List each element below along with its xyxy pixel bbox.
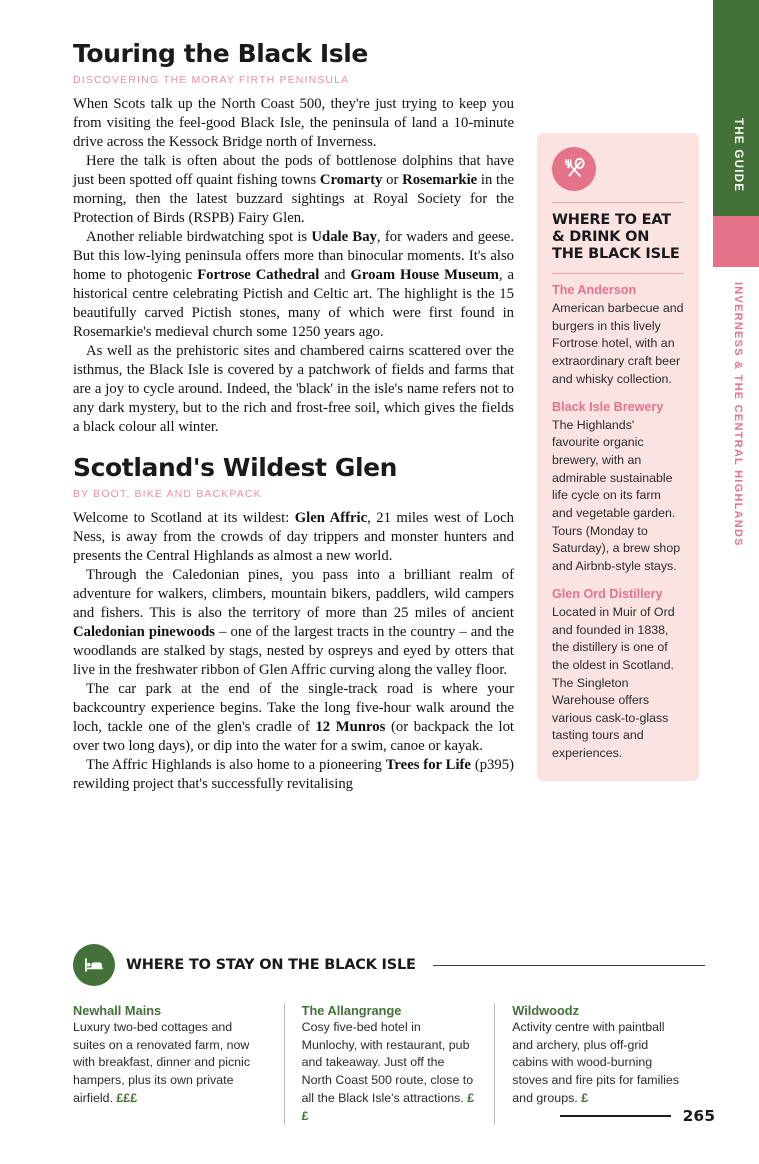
page-title: Touring the Black Isle — [73, 39, 368, 68]
paragraph: The car park at the end of the single-track road is where your backcountry experience begins. Take the long five-hour walk around the loch, tackle one of the glen's cradle of 12 Munros (or backpack the lot over two long days), or dip into the water for a swim, canoe or kayak. — [73, 680, 514, 754]
price-badge: £ — [581, 1090, 589, 1105]
divider — [560, 1115, 671, 1117]
main-text-column — [73, 40, 514, 794]
tab-the-guide[interactable] — [713, 0, 759, 216]
lodging-name: Wildwoodz — [512, 1003, 579, 1018]
tab-the-guide-label: THE GUIDE — [732, 118, 744, 193]
lodging-description: Activity centre with paintball and archery, plus off-grid cabins with wood-burning stoves and fire pits for families and groups. £ — [512, 1020, 679, 1105]
lodging-description: Cosy five-bed hotel in Munlochy, with restaurant, pub and takeaway. Just off the North Coast 500 route, close to all the Black Isle's attractions. ££ — [301, 1020, 475, 1123]
price-badge: £££ — [116, 1090, 138, 1105]
list-item — [284, 1003, 495, 1125]
bed-icon — [73, 944, 115, 986]
section-title: WHERE TO STAY ON THE BLACK ISLE — [126, 957, 416, 973]
stay-header — [73, 944, 705, 986]
edge-tabs — [713, 0, 759, 1164]
venue-description: Located in Muir of Ord and founded in 1838, the distillery is one of the oldest in Scotland. The Singleton Warehouse offers various cask-to-glass tasting tours and experiences. — [552, 605, 675, 760]
list-item — [552, 400, 684, 575]
where-to-stay-section — [73, 944, 705, 1125]
venue-description: The Highlands' favourite organic brewery, with an admirable sustainable life cycle on its farm and vegetable garden. Tours (Monday to Saturday), a brew shop and Airbnb-style stays. — [552, 417, 681, 573]
divider — [433, 965, 705, 966]
paragraph: Welcome to Scotland at its wildest: Glen Affric, 21 miles west of Loch Ness, is away from the crowds of day trippers and monster hunters and presents the Central Highlands as almost a new world. — [73, 509, 515, 564]
venue-name: The Anderson — [552, 283, 637, 298]
list-item — [552, 587, 684, 762]
paragraph: When Scots talk up the North Coast 500, they're just trying to keep you from visiting the feel-good Black Isle, the peninsula of land a 10-minute drive across the Kessock Bridge north of Inverness. — [73, 95, 514, 150]
tab-color-block — [713, 216, 759, 267]
article-kicker: DISCOVERING THE MORAY FIRTH PENINSULA — [73, 73, 350, 86]
where-to-eat-sidebar — [537, 133, 699, 781]
lodging-name: The Allangrange — [301, 1003, 402, 1018]
list-item — [552, 283, 684, 388]
price-badge: ££ — [301, 1090, 475, 1123]
paragraph: As well as the prehistoric sites and chambered cairns scattered over the isthmus, the Black Isle is covered by a patchwork of fields and farms that are a joy to cycle around. Indeed, the 'black' in the isle's name refers not to any dark mystery, but to the rich and frost-free soil, which gives the fields a black colour all winter. — [73, 342, 514, 436]
venue-name: Glen Ord Distillery — [552, 587, 663, 602]
paragraph: The Affric Highlands is also home to a pioneering Trees for Life (p395) rewilding project that's successfully revitalising — [73, 756, 514, 792]
article-scotlands-wildest-glen — [73, 454, 514, 794]
list-item — [73, 1003, 284, 1125]
divider — [552, 273, 684, 274]
paragraph: Through the Caledonian pines, you pass into a brilliant realm of adventure for walkers, climbers, mountain bikers, paddlers, wild campers and fishers. This is also the territory of more than 25 miles of ancient Caledonian pinewoods – one of the largest tracts in the country – and the woodlands are stalked by stags, nested by ospreys and eyed by otters that live in the freshwater ribbon of Glen Affric curving along the valley floor. — [73, 566, 514, 678]
paragraph: Here the talk is often about the pods of bottlenose dolphins that have just been spotted off quaint fishing towns Cromarty or Rosemarkie in the morning, then the latest buzzard sightings at Royal Society for the Protection of Birds (RSPB) Fairy Glen. — [73, 152, 514, 226]
divider — [552, 202, 684, 203]
cutlery-icon — [552, 147, 596, 191]
article-touring-the-black-isle — [73, 40, 514, 437]
sidebar-title: WHERE TO EAT & DRINK ON THE BLACK ISLE — [552, 212, 680, 263]
lodging-name: Newhall Mains — [73, 1003, 162, 1018]
venue-name: Black Isle Brewery — [552, 400, 664, 415]
lodging-description: Luxury two-bed cottages and suites on a renovated farm, now with breakfast, dinner and picnic hampers, plus its own private airfield. £££ — [73, 1020, 251, 1105]
page-number: 265 — [682, 1107, 715, 1125]
page-footer — [560, 1107, 715, 1125]
venue-description: American barbecue and burgers in this lively Fortrose hotel, with an extraordinary craft beer and whisky collection. — [552, 301, 684, 386]
article-kicker: BY BOOT, BIKE AND BACKPACK — [73, 487, 262, 500]
section-spacer — [73, 437, 514, 454]
tab-section-label: INVERNESS & THE CENTRAL HIGHLANDS — [732, 282, 744, 547]
paragraph: Another reliable birdwatching spot is Udale Bay, for waders and geese. But this low-lying peninsula offers more than binocular moments. It's also home to photogenic Fortrose Cathedral and Groam House Museum, a historical centre celebrating Pictish and Celtic art. The highlight is the 15 beautifully carved Pictish stones, many of which were first found in Rosemarkie's medieval church some 1250 years ago. — [73, 228, 514, 340]
article-heading: Scotland's Wildest Glen — [73, 453, 398, 483]
